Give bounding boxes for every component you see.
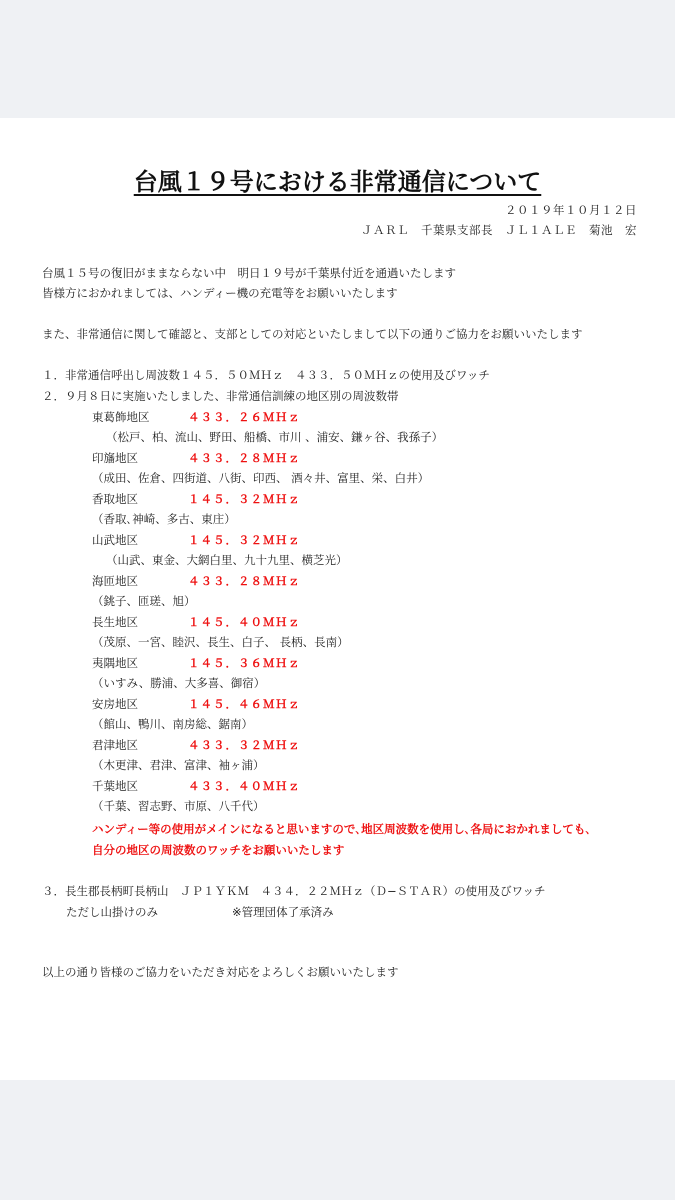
request-paragraph: また、非常通信に関して確認と、支部としての対応といたしまして以下の通りご協力をお願いいたします: [42, 327, 583, 341]
district-name: 千葉地区: [92, 779, 138, 793]
document-title: 台風１９号における非常通信について: [133, 168, 542, 196]
closing-line: 以上の通り皆様のご協力をいただき対応をよろしくお願いいたします: [42, 965, 399, 979]
district-cities: （茂原、一宮、睦沢、長生、白子、 長柄、長南）: [92, 635, 349, 649]
district-cities: （成田、佐倉、四街道、八街、印西、 酒々井、富里、栄、白井）: [92, 471, 430, 485]
district-frequency: ４３３．２８ＭＨｚ: [188, 451, 301, 465]
district-cities: （木更津、君津、富津、袖ヶ浦）: [92, 758, 265, 772]
district-name: 海匝地区: [92, 574, 138, 588]
item-1: １．非常通信呼出し周波数１４５．５０ＭＨｚ ４３３．５０ＭＨｚの使用及びワッチ: [42, 368, 490, 382]
district-frequency: １４５．３２ＭＨｚ: [188, 492, 301, 506]
district-name: 長生地区: [92, 615, 138, 629]
item-3: ３．長生郡長柄町長柄山 ＪＰ１ＹＫＭ ４３４．２２ＭＨｚ（Ｄ−ＳＴＡＲ）の使用及びワッチ: [42, 884, 546, 898]
district-frequency: １４５．３６ＭＨｚ: [188, 656, 301, 670]
district-name: 君津地区: [92, 738, 138, 752]
district-frequency: １４５．４０ＭＨｚ: [188, 615, 301, 629]
item-3-approval: ※管理団体了承済み: [232, 905, 334, 919]
district-frequency: １４５．３２ＭＨｚ: [188, 533, 301, 547]
district-name: 夷隅地区: [92, 656, 138, 670]
intro-line: 台風１５号の復旧がままならない中 明日１９号が千葉県付近を通過いたします: [42, 266, 456, 280]
district-name: 安房地区: [92, 697, 138, 711]
district-name: 香取地区: [92, 492, 138, 506]
district-cities: （いすみ、勝浦、大多喜、御宿）: [92, 676, 266, 690]
district-frequency: ４３３．２６ＭＨｚ: [188, 410, 301, 424]
district-cities: （山武、東金、大網白里、九十九里、横芝光）: [106, 553, 348, 567]
district-cities: （松戸、柏、流山、野田、船橋、市川 、浦安、鎌ヶ谷、我孫子）: [106, 430, 444, 444]
district-cities: （香取､神崎、多古、東庄）: [92, 512, 236, 526]
document-page: [0, 118, 675, 1080]
intro-line: 皆様方におかれましては、ハンディー機の充電等をお願いいたします: [42, 286, 398, 300]
district-frequency: １４５．４６ＭＨｚ: [188, 697, 301, 711]
district-cities: （館山、鴨川、南房総、鋸南）: [92, 717, 253, 731]
district-frequency: ４３３．４０ＭＨｚ: [188, 779, 301, 793]
document-author: ＪＡＲＬ 千葉県支部長 ＪＬ１ＡＬＥ 菊池 宏: [361, 223, 637, 237]
district-cities: （銚子、匝瑳、旭）: [92, 594, 196, 608]
district-frequency: ４３３．３２ＭＨｚ: [188, 738, 301, 752]
district-cities: （千葉、習志野、市原、八千代）: [92, 799, 265, 813]
red-note-line: 自分の地区の周波数のワッチをお願いいたします: [92, 843, 345, 857]
document-date: ２０１９年１０月１２日: [505, 203, 637, 217]
item-3-condition: ただし山掛けのみ: [66, 905, 158, 919]
item-2: ２．９月８日に実施いたしました、非常通信訓練の地区別の周波数帯: [42, 389, 399, 403]
district-name: 東葛飾地区: [92, 410, 150, 424]
district-frequency: ４３３．２８ＭＨｚ: [188, 574, 301, 588]
district-name: 山武地区: [92, 533, 138, 547]
district-name: 印旛地区: [92, 451, 138, 465]
red-note-line: ハンディー等の使用がメインになると思いますので､地区周波数を使用し､各局におかれましても､: [92, 822, 592, 836]
